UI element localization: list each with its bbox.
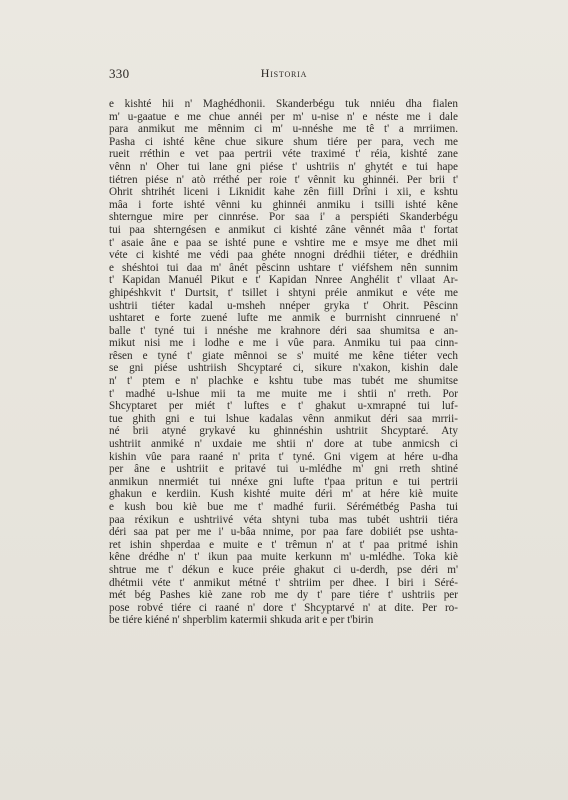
text-line: pose robvé tiére ci raané n' dore t' Shcyptarvé n' at dite. Per ro- — [109, 601, 458, 614]
text-line: Ohrit shtrihét liceni i Liknidit kahe zên fiill Drîni i xii, e kshtu — [109, 186, 458, 199]
text-line: n' t' ptem e n' plachke e kshtu tube mas tubét me shumitse — [109, 375, 458, 388]
text-line: mét bég Pashes kiè zane rob me dy t' pare tiére t' ushtriis per — [109, 589, 458, 602]
text-line: ghakun e kerdiin. Kush kishté muite déri m' at hére kiè muite — [109, 488, 458, 501]
text-line: ushtrii tiéter kadal u-msheh nnéper gryka t' Ohrit. Pêscinn — [109, 299, 458, 312]
page-number: 330 — [109, 66, 130, 81]
text-line: rueit rréthin e vet paa pertrii véte traximé t' réia, kishté zane — [109, 148, 458, 161]
text-line: Pasha ci ishté kêne chue sikure shum tiére per para, vech me — [109, 135, 458, 148]
text-line: paa réxikun e ushtriivé véta shtyni tuba mas tubét ushtrii tiéra — [109, 513, 458, 526]
text-line: tiétren piése n' atò rréthé per roie t' vênnit ku ghinnéi. Per brii t' — [109, 173, 458, 186]
text-line: balle t' tyné tui i nnéshe me krahnore déri saa shumitsa e an- — [109, 324, 458, 337]
text-line: e shéshtoi tui daa m' ânét pêscinn ushtare t' viéfshem nên sunnim — [109, 261, 458, 274]
text-line: dhétmii véte t' anmikut métné t' shtriim per dhee. I biri i Séré- — [109, 576, 458, 589]
text-line: shtrue me t' dékun e kuce préie ghakut ci u-derdh, pse déri m' — [109, 563, 458, 576]
text-line: be tiére kiéné n' shperblim katermii shkuda arit e per t'birin — [109, 614, 374, 627]
text-line: vênn n' Oher tui lane gni piése t' ushtriis n' ghytét e tui hape — [109, 160, 458, 173]
text-line: tui paa shterngésen e anmikut ci kishté zâne vênnét mâa t' fortat — [109, 223, 458, 236]
text-line: déri saa pat per me i' u-bâa nnime, por paa fare dobiiét pse ushta- — [109, 526, 458, 539]
text-line: kêne drédhe n' t' ikun paa muite kerkunn m' u-mlédhe. Toka kiè — [109, 551, 458, 564]
text-line: mikut nisi me i lodhe e me i vûe para. Anmiku tui paa cinn- — [109, 337, 458, 350]
text-line: t' Kapidan Manuél Pikut e t' Kapidan Nnree Anghélit t' vllaat Ar- — [109, 274, 458, 287]
text-line: se gni piése ushtriish Shcyptaré ci, sikure n'xakon, kishin dale — [109, 362, 458, 375]
text-line: ghipéshkvit t' Durtsit, t' tsillet i shtyni préie anmikut e véte me — [109, 286, 458, 299]
running-head: Historia — [260, 66, 308, 80]
text-line: véte ci kishté me védi paa ghéte nnogni drédhii tiéter, e drédhiin — [109, 249, 458, 262]
text-line: t' asaie âne e paa se ishté pune e vshtire me e msye me dhet mii — [109, 236, 458, 249]
text-line: rêsen e tyné t' giate mênnoi se s' muité me kêne tiéter vech — [109, 349, 458, 362]
text-line: e kishté hii n' Maghédhonii. Skanderbégu tuk nniéu dha fialen — [109, 98, 458, 110]
text-line: shterngue mire per cinnrése. Por saa i' a perspiéti Skanderbégu — [109, 211, 458, 224]
text-line: per âne e ushtriit e pritavé tui u-mlédhe m' gni rreth shtiné — [109, 463, 458, 476]
text-line: ushtaret e forte zuené lufte me anmik e burrnisht cinnruené n' — [109, 312, 458, 325]
text-line: né brii atyné grykavé ku ghinnéshin ushtriit Shcyptaré. Aty — [109, 425, 458, 438]
text-line: ushtriit anmiké n' uxdaie me shtii n' dore at tube anmicsh ci — [109, 438, 458, 451]
text-line: anmikun nnermiét tui nnéxe gni lufte t'paa pritun e tui pertrii — [109, 475, 458, 488]
text-line: e kush bou kiè bue me t' madhé furii. Sérémétbég Pasha tui — [109, 501, 458, 513]
text-line: para anmikut me mênnim ci m' u-nnéshe me tê t' a mrriimen. — [109, 123, 458, 136]
text-line: tue ghith gni e tui lshue kadalas vênn anmikut déri saa mrrii- — [109, 412, 458, 425]
text-line: kishin vûe para raané n' prita t' tyné. Gni vigem at hére u-dha — [109, 450, 458, 463]
text-line: mâa i forte ishté vênni ku ghinnéi anmiku i tsilli ishté kêne — [109, 198, 458, 211]
text-line: t' madhé u-lshue mii ta me muite me i shtii n' rreth. Por — [109, 387, 458, 400]
text-line: Shcyptaret per miét t' luftes e t' ghakut u-xmrapné tui luf- — [109, 400, 458, 413]
text-line: ret ishin shperdaa e muite e t' trêmun n' at t' paa pritmé ishin — [109, 538, 458, 551]
body-text — [109, 98, 458, 627]
text-line: m' u-gaatue e me chue annéi per m' u-nise n' e néste me i dale — [109, 110, 458, 123]
